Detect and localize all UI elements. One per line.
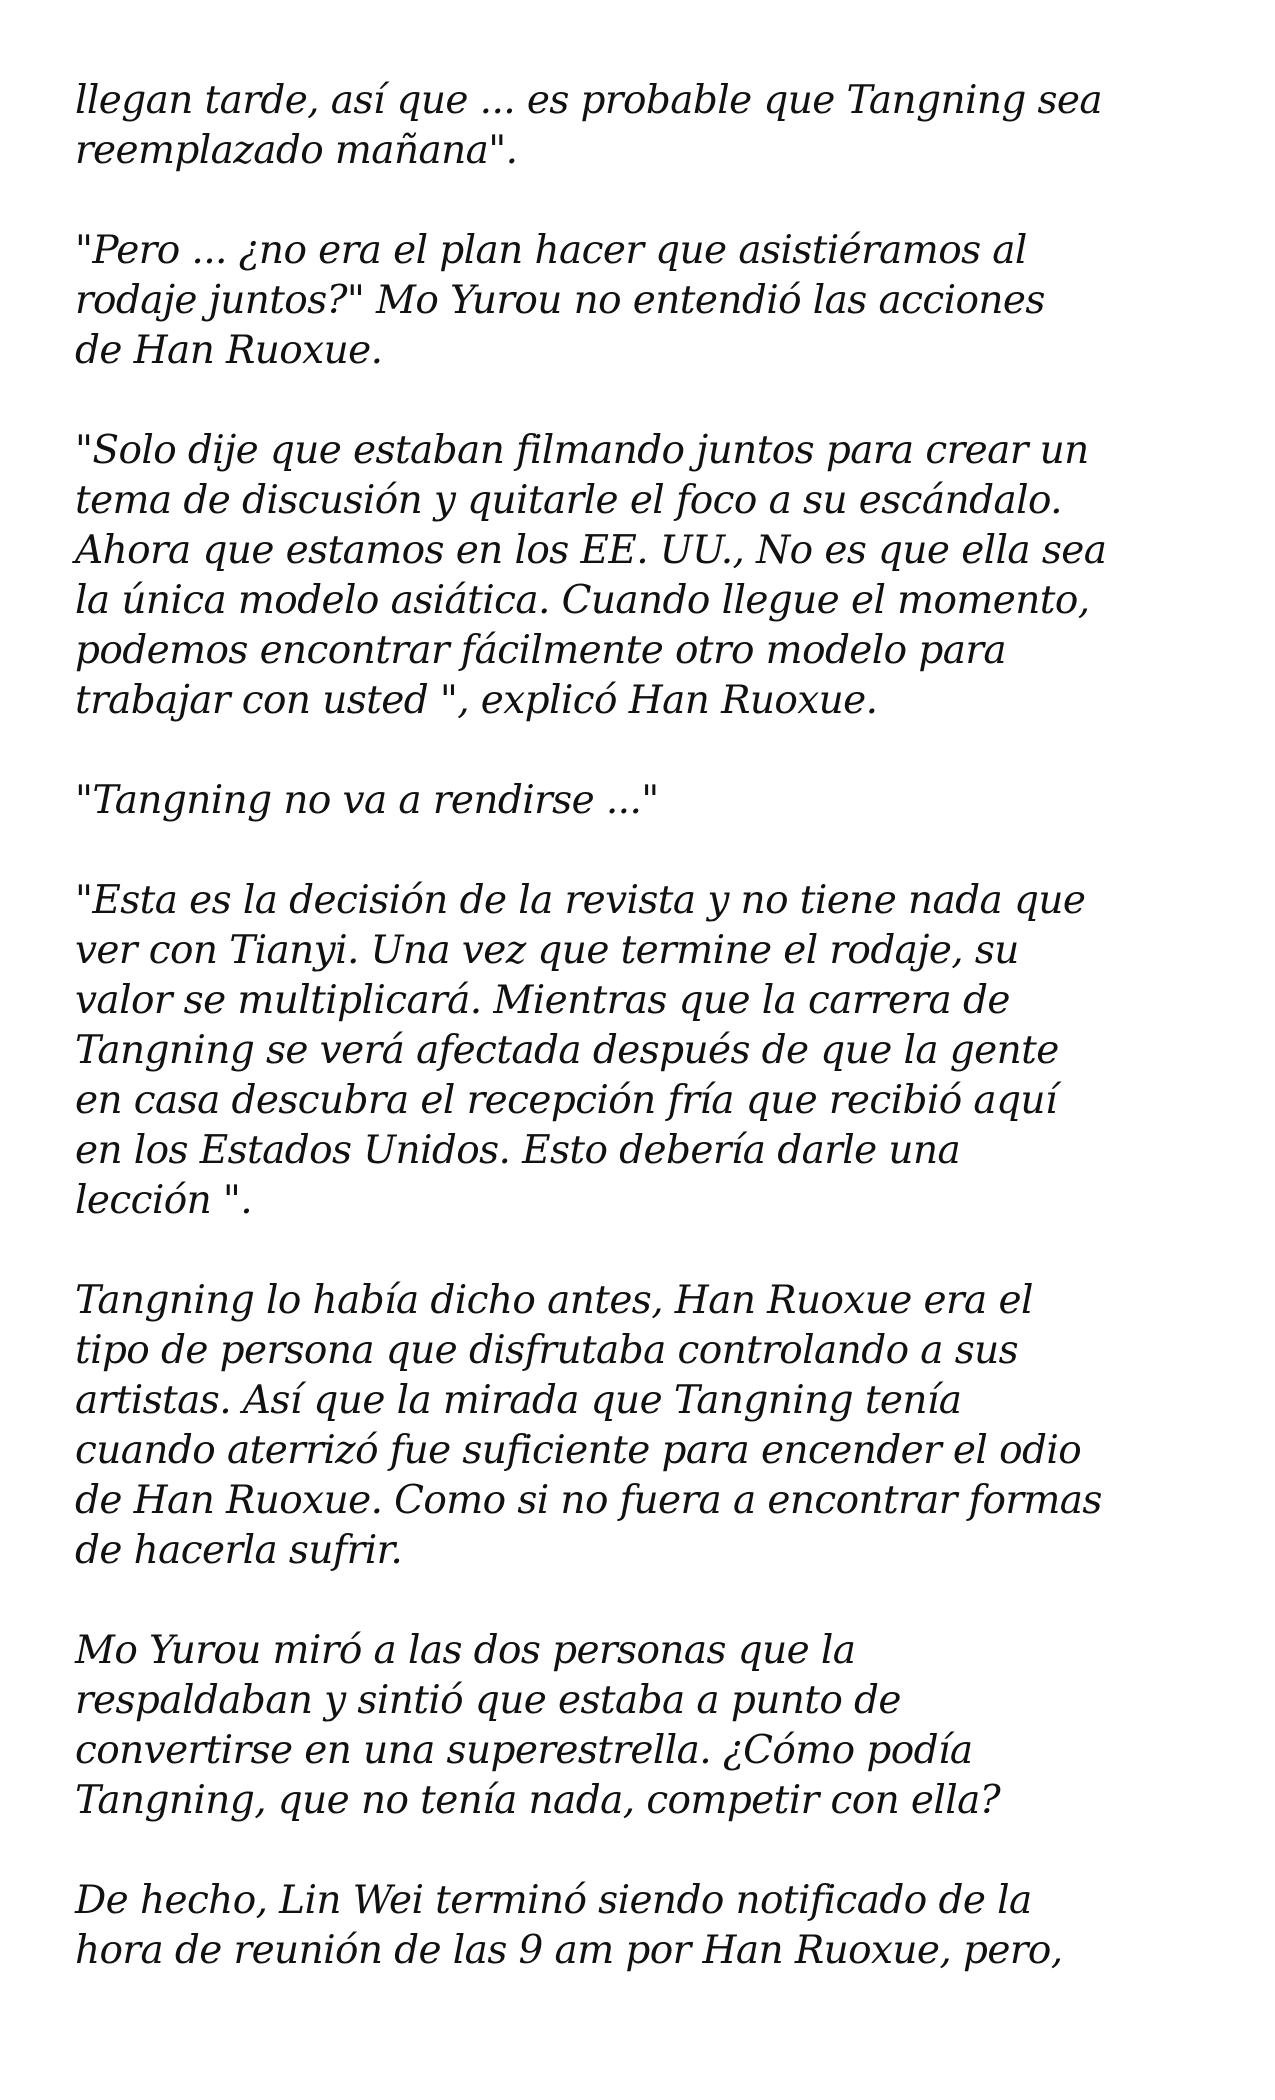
text-line: de Han Ruoxue. Como si no fuera a encontrar formas <box>75 1478 1102 1523</box>
text-column <box>75 76 1215 2026</box>
paragraph-8 <box>75 1876 1215 1976</box>
text-line: Ahora que estamos en los EE. UU., No es que ella sea <box>75 528 1107 573</box>
paragraph-7 <box>75 1626 1215 1826</box>
text-line: "Esta es la decisión de la revista y no tiene nada que <box>75 878 1086 923</box>
text-line: la única modelo asiática. Cuando llegue el momento, <box>75 578 1090 623</box>
text-line: de hacerla sufrir. <box>75 1528 403 1573</box>
text-line: convertirse en una superestrella. ¿Cómo podía <box>75 1728 973 1773</box>
text-line: lección ". <box>75 1178 253 1223</box>
paragraph-4 <box>75 776 1215 826</box>
text-line: en casa descubra el recepción fría que recibió aquí <box>75 1078 1057 1123</box>
paragraph-3 <box>75 426 1215 726</box>
text-line: Tangning lo había dicho antes, Han Ruoxue era el <box>75 1278 1033 1323</box>
text-line: De hecho, Lin Wei terminó siendo notificado de la <box>75 1878 1032 1923</box>
text-line: reemplazado mañana". <box>75 128 518 173</box>
text-line: Mo Yurou miró a las dos personas que la <box>75 1628 856 1673</box>
text-line: artistas. Así que la mirada que Tangning tenía <box>75 1378 962 1423</box>
paragraph-5 <box>75 876 1215 1226</box>
text-line: podemos encontrar fácilmente otro modelo para <box>75 628 1007 673</box>
text-line: "Solo dije que estaban filmando juntos para crear un <box>75 428 1089 473</box>
text-line: valor se multiplicará. Mientras que la carrera de <box>75 978 1010 1023</box>
text-line: rodaje juntos?" Mo Yurou no entendió las acciones <box>75 278 1045 323</box>
paragraph-6 <box>75 1276 1215 1576</box>
text-line: ver con Tianyi. Una vez que termine el rodaje, su <box>75 928 1019 973</box>
text-line: en los Estados Unidos. Esto debería darle una <box>75 1128 961 1173</box>
text-line: de Han Ruoxue. <box>75 328 383 373</box>
text-line: llegan tarde, así que ... es probable que Tangning sea <box>75 78 1103 123</box>
text-line: "Pero ... ¿no era el plan hacer que asistiéramos al <box>75 228 1027 273</box>
text-line: tipo de persona que disfrutaba controlando a sus <box>75 1328 1019 1373</box>
text-line: trabajar con usted ", explicó Han Ruoxue. <box>75 678 878 723</box>
paragraph-2 <box>75 226 1215 376</box>
text-line: Tangning se verá afectada después de que la gente <box>75 1028 1059 1073</box>
text-line: tema de discusión y quitarle el foco a su escándalo. <box>75 478 1062 523</box>
text-line: respaldaban y sintió que estaba a punto de <box>75 1678 901 1723</box>
text-line: cuando aterrizó fue suficiente para encender el odio <box>75 1428 1082 1473</box>
text-line: Tangning, que no tenía nada, competir con ella? <box>75 1778 1001 1823</box>
text-line: hora de reunión de las 9 am por Han Ruoxue, pero, <box>75 1928 1063 1973</box>
text-line: "Tangning no va a rendirse ..." <box>75 778 659 823</box>
paragraph-1 <box>75 76 1215 176</box>
